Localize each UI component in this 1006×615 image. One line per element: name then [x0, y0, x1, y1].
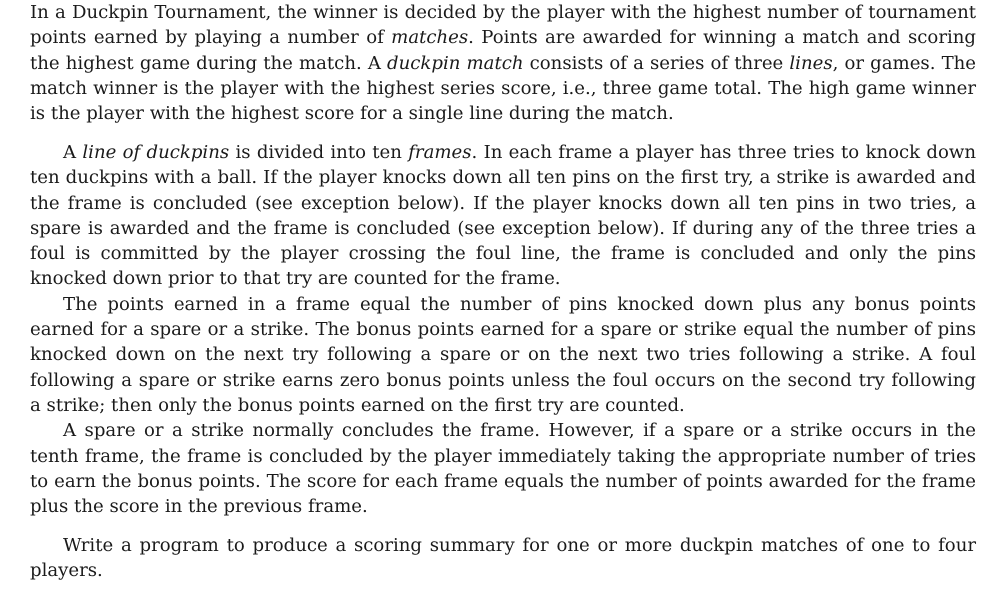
term-lines: lines: [789, 52, 833, 74]
text-segment: consists of a series of three: [523, 52, 790, 74]
paragraph-intro: [30, 0, 976, 126]
paragraph-line-of-duckpins: [30, 140, 976, 292]
text-segment: A spare or a strike normally concludes the frame. However, if a spare or a strike occurs in the tenth frame, the frame is concluded by the player immediately taking the appropriate number of tries to earn the bonus points. The score for each frame equals the number of points awarded for the frame plus the score in the previous frame.: [30, 420, 976, 518]
text-segment: , or games. The match winner is the player with the highest series score, i.e., three game total. The high game winner is the player with the highest score for a single line during the match.: [30, 52, 976, 125]
term-duckpin-match: duckpin match: [387, 52, 524, 74]
text-segment: . Points are awarded for winning a match and scoring the highest game during the match. A: [30, 27, 976, 74]
text-segment: Write a program to produce a scoring summary for one or more duckpin matches of one to four players.: [30, 534, 976, 582]
paragraph-tenth-frame: [30, 418, 976, 519]
term-matches: matches: [391, 27, 469, 49]
paragraph-points-earned: [30, 292, 976, 418]
paragraph-task: [30, 533, 976, 584]
text-segment: is divided into ten: [229, 141, 409, 163]
text-segment: . In each frame a player has three tries to knock down ten duckpins with a ball. If the player knocks down all ten pins on the first try, a strike is awarded and the frame is concluded (see exception below). If the player knocks down all ten pins in two tries, a spare is awarded and the frame is concluded (see exception below). If during any of the three tries a foul is committed by the player crossing the foul line, the frame is concluded and only the pins knocked down prior to that try are counted for the frame.: [30, 141, 977, 290]
document-body: [30, 0, 976, 584]
term-line-of-duckpins: line of duckpins: [82, 141, 230, 163]
text-segment: In a Duckpin Tournament, the winner is decided by the player with the highest number of tournament points earned by playing a number of: [30, 2, 976, 49]
term-frames: frames: [408, 141, 472, 163]
text-segment: A: [63, 141, 83, 163]
text-segment: The points earned in a frame equal the number of pins knocked down plus any bonus points earned for a spare or a strike. The bonus points earned for a spare or strike equal the number of pins knocked down on the next try following a spare or on the next two tries following a strike. A foul following a spare or strike earns zero bonus points unless the foul occurs on the second try following a strike; then only the bonus points earned on the first try are counted.: [30, 293, 976, 416]
